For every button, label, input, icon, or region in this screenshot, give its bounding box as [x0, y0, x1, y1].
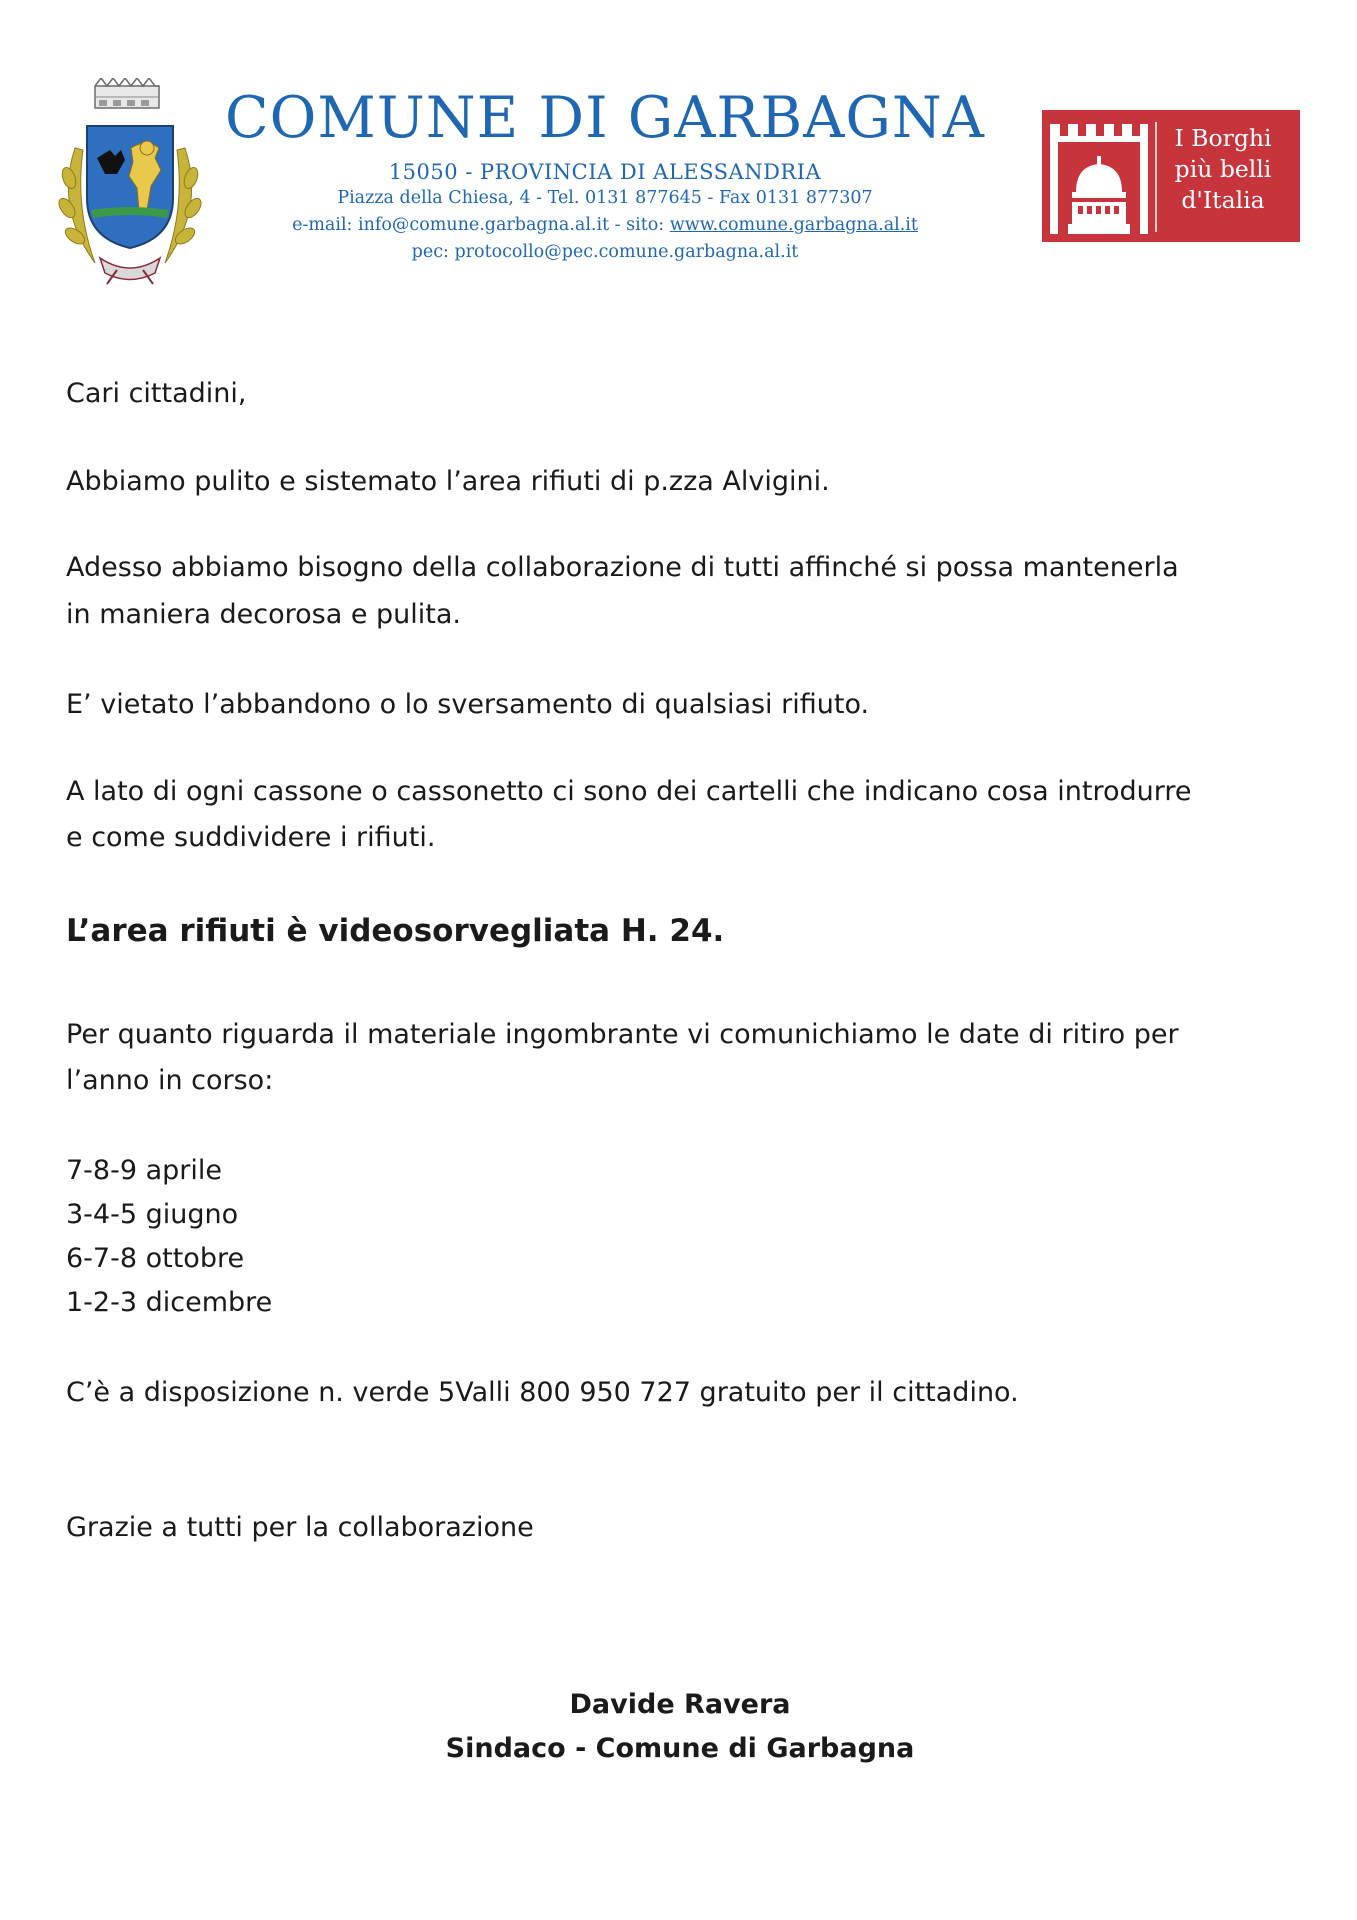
borghi-badge-text — [1150, 123, 1296, 216]
address-line: Piazza della Chiesa, 4 - Tel. 0131 877645 - Fax 0131 877307 — [337, 188, 873, 208]
website-link[interactable]: www.comune.garbagna.al.it — [669, 215, 918, 235]
coat-of-arms-logo — [55, 78, 205, 288]
thanks-line: Grazie a tutti per la collaborazione — [66, 1512, 534, 1543]
paragraph-prohibition: E’ vietato l’abbandono o lo sversamento di qualsiasi rifiuto. — [66, 689, 870, 720]
signatory-name: Davide Ravera — [569, 1689, 791, 1720]
shield-icon — [87, 126, 173, 248]
paragraph-signs-line2: e come suddividere i rifiuti. — [66, 822, 436, 853]
crown-icon — [95, 78, 159, 108]
date-item: 7-8-9 aprile — [66, 1155, 223, 1186]
province-line: 15050 - PROVINCIA DI ALESSANDRIA — [388, 160, 822, 184]
date-item: 3-4-5 giugno — [66, 1199, 239, 1230]
paragraph-signs-line1: A lato di ogni cassone o cassonetto ci sono dei cartelli che indicano cosa introdurre — [66, 776, 1192, 807]
ribbon-icon — [100, 258, 160, 284]
badge-line: I Borghi — [1174, 124, 1272, 152]
surveillance-notice: L’area rifiuti è videosorvegliata H. 24. — [66, 913, 725, 949]
paragraph-bulky-line2: l’anno in corso: — [66, 1065, 274, 1096]
badge-line: d'Italia — [1181, 186, 1265, 214]
paragraph-cleanup: Abbiamo pulito e sistemato l’area rifiuti di p.zza Alvigini. — [66, 466, 830, 497]
email-text: e-mail: info@comune.garbagna.al.it - sito: — [292, 215, 670, 235]
pec-line: pec: protocollo@pec.comune.garbagna.al.it — [411, 242, 799, 262]
signatory-role: Sindaco - Comune di Garbagna — [445, 1733, 915, 1764]
paragraph-toll-free: C’è a disposizione n. verde 5Valli 800 950 727 gratuito per il cittadino. — [66, 1377, 1019, 1408]
badge-line: più belli — [1174, 155, 1272, 183]
paragraph-bulky-line1: Per quanto riguarda il materiale ingombrante vi comunichiamo le date di ritiro per — [66, 1019, 1179, 1050]
date-item: 1-2-3 dicembre — [66, 1287, 273, 1318]
contacts-line — [190, 215, 1020, 235]
greeting: Cari cittadini, — [66, 378, 247, 409]
date-item: 6-7-8 ottobre — [66, 1243, 245, 1274]
paragraph-collaboration-line2: in maniera decorosa e pulita. — [66, 599, 461, 630]
municipality-name: COMUNE DI GARBAGNA — [225, 85, 985, 151]
paragraph-collaboration-line1: Adesso abbiamo bisogno della collaborazione di tutti affinché si possa mantenerla — [66, 552, 1179, 583]
